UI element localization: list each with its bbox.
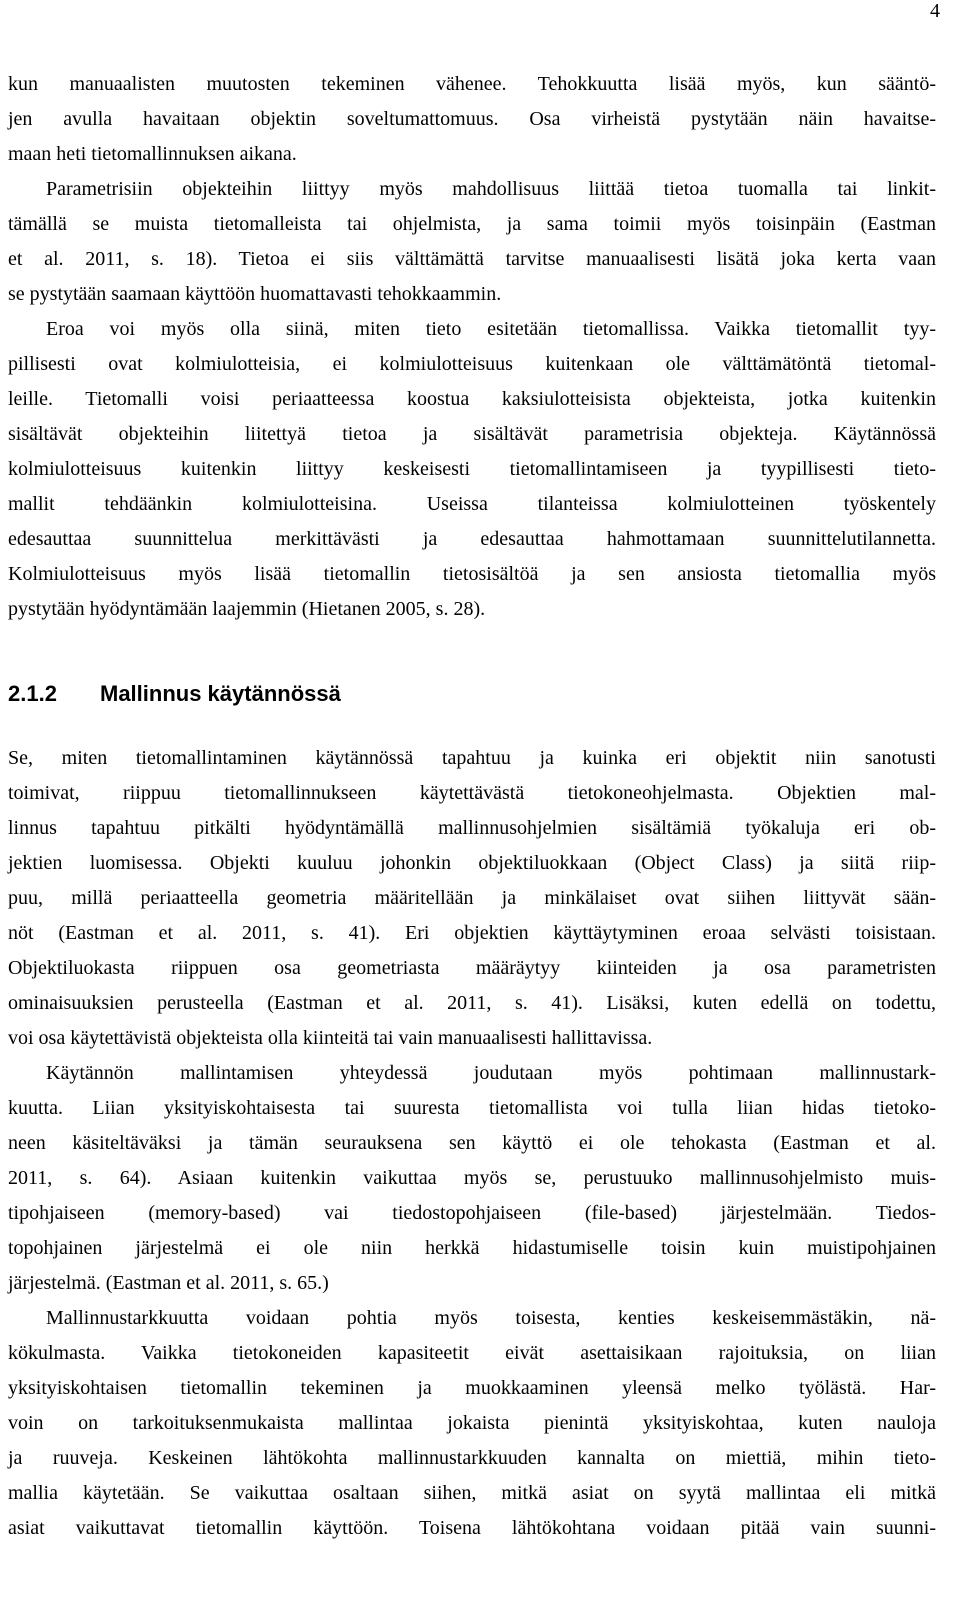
text-line: se pystytään saamaan käyttöön huomattavasti tehokkaammin. [8,283,502,305]
page-number: 4 [930,0,940,22]
text-line: Parametrisiin objekteihin liittyy myös mahdollisuus liittää tietoa tuomalla tai linkit- [46,178,936,200]
text-line: ominaisuuksien perusteella (Eastman et al. 2011, s. 41). Lisäksi, kuten edellä on todettu, [8,992,936,1014]
text-line: edesauttaa suunnittelua merkittävästi ja edesauttaa hahmottamaan suunnittelutilannetta. [8,528,936,550]
text-line: 2011, s. 64). Asiaan kuitenkin vaikuttaa myös se, perustuuko mallinnusohjelmisto muis- [8,1167,936,1189]
text-line: Mallinnustarkkuutta voidaan pohtia myös toisesta, kenties keskeisemmästäkin, nä- [46,1307,936,1329]
text-line: sisältävät objekteihin liitettyä tietoa ja sisältävät parametrisia objekteja. Käytännössä [8,423,936,445]
text-line: voin on tarkoituksenmukaista mallintaa jokaista pienintä yksityiskohtaa, kuten nauloja [8,1412,936,1434]
text-line: nöt (Eastman et al. 2011, s. 41). Eri objektien käyttäytyminen eroaa selvästi toisistaan. [8,922,936,944]
text-line: puu, millä periaatteella geometria määritellään ja minkälaiset ovat siihen liittyvät sään- [8,887,936,909]
text-line: kun manuaalisten muutosten tekeminen vähenee. Tehokkuutta lisää myös, kun sääntö- [8,73,936,95]
text-line: ja ruuveja. Keskeinen lähtökohta mallinnustarkkuuden kannalta on miettiä, mihin tieto- [8,1447,936,1469]
text-line: topohjainen järjestelmä ei ole niin herkkä hidastumiselle toisin kuin muistipohjainen [8,1237,936,1259]
text-line: Objektiluokasta riippuen osa geometriasta määräytyy kiinteiden ja osa parametristen [8,957,936,979]
text-line: mallia käytetään. Se vaikuttaa osaltaan siihen, mitkä asiat on syytä mallintaa eli mitkä [8,1482,936,1504]
text-line: leille. Tietomalli voisi periaatteessa koostua kaksiulotteisista objekteista, jotka kuitenkin [8,388,936,410]
text-line: tämällä se muista tietomalleista tai ohjelmista, ja sama toimii myös toisinpäin (Eastman [8,213,936,235]
text-line: asiat vaikuttavat tietomallin käyttöön. Toisena lähtökohtana voidaan pitää vain suunni- [8,1517,936,1539]
text-line: Kolmiulotteisuus myös lisää tietomallin tietosisältöä ja sen ansiosta tietomallia myös [8,563,936,585]
text-line: kökulmasta. Vaikka tietokoneiden kapasiteetit eivät asettaisikaan rajoituksia, on liian [8,1342,936,1364]
text-line: jen avulla havaitaan objektin soveltumattomuus. Osa virheistä pystytään näin havaitse- [8,108,936,130]
text-line: et al. 2011, s. 18). Tietoa ei siis välttämättä tarvitse manuaalisesti lisätä joka kerta vaan [8,248,936,270]
text-line: kuutta. Liian yksityiskohtaisesta tai suuresta tietomallista voi tulla liian hidas tietoko- [8,1097,936,1119]
text-line: linnus tapahtuu pitkälti hyödyntämällä mallinnusohjelmien sisältämiä työkaluja eri ob- [8,817,936,839]
text-line: pillisesti ovat kolmiulotteisia, ei kolmiulotteisuus kuitenkaan ole välttämätöntä tietomal- [8,353,936,375]
text-line: voi osa käytettävistä objekteista olla kiinteitä tai vain manuaalisesti hallittavissa. [8,1027,653,1049]
text-line: järjestelmä. (Eastman et al. 2011, s. 65.) [8,1272,329,1294]
text-line: Se, miten tietomallintaminen käytännössä tapahtuu ja kuinka eri objektit niin sanotusti [8,747,936,769]
text-block-after-heading [8,747,936,1539]
text-line: jektien luomisessa. Objekti kuuluu johonkin objektiluokkaan (Object Class) ja siitä riip- [8,852,936,874]
text-line: kolmiulotteisuus kuitenkin liittyy keskeisesti tietomallintamiseen ja tyypillisesti tieto- [8,458,936,480]
text-line: Käytännön mallintamisen yhteydessä joudutaan myös pohtimaan mallinnustark- [46,1062,936,1084]
text-line: maan heti tietomallinnuksen aikana. [8,143,297,165]
text-line: mallit tehdäänkin kolmiulotteisina. Useissa tilanteissa kolmiulotteinen työskentely [8,493,936,515]
section-number: 2.1.2 [8,681,57,706]
text-line: pystytään hyödyntämään laajemmin (Hietanen 2005, s. 28). [8,598,486,620]
text-line: yksityiskohtaisen tietomallin tekeminen ja muokkaaminen yleensä melko työlästä. Har- [8,1377,936,1399]
section-title: Mallinnus käytännössä [100,681,341,706]
section-heading [8,680,341,708]
text-line: neen käsiteltäväksi ja tämän seurauksena sen käyttö ei ole tehokasta (Eastman et al. [8,1132,936,1154]
text-line: Eroa voi myös olla siinä, miten tieto esitetään tietomallissa. Vaikka tietomallit tyy- [46,318,936,340]
text-line: toimivat, riippuu tietomallinnukseen käytettävästä tietokoneohjelmasta. Objektien mal- [8,782,936,804]
text-line: tipohjaiseen (memory-based) vai tiedostopohjaiseen (file-based) järjestelmään. Tiedos- [8,1202,936,1224]
text-block-before-heading [8,73,936,620]
